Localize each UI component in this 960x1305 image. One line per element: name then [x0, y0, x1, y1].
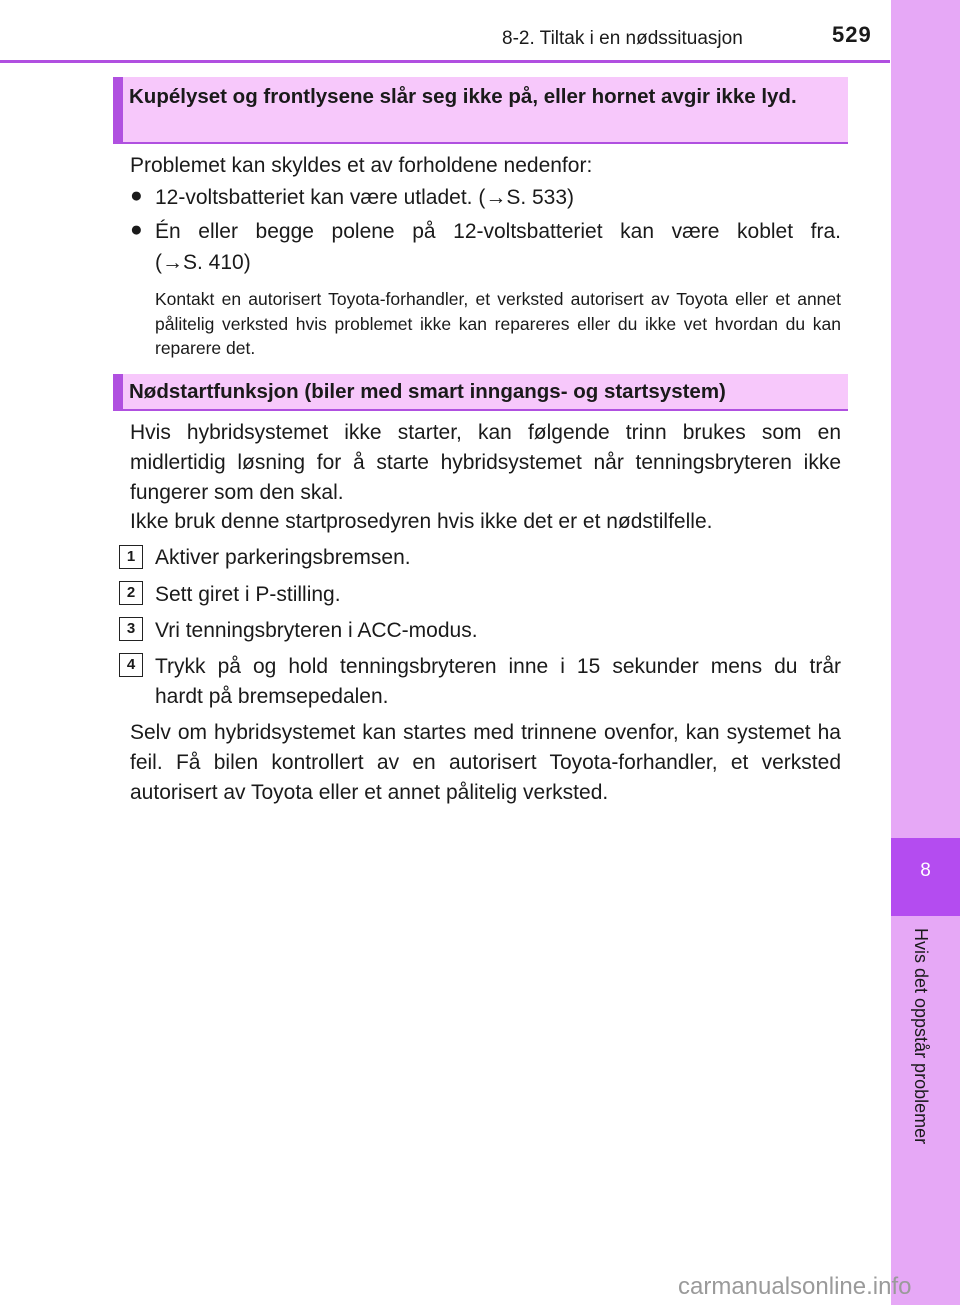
step-text-1: Aktiver parkeringsbremsen. [155, 546, 411, 569]
step-number-4: 4 [119, 653, 143, 677]
contact-note: Kontakt en autorisert Toyota-forhandler, et verksted autorisert av Toyota eller et annet pålitelig verksted hvis problemet ikke kan repareres eller du ikke vet hvordan du kan reparere det. [155, 289, 841, 358]
intro-paragraph: Problemet kan skyldes et av forholdene nedenfor: [130, 154, 593, 177]
emergency-outro: Selv om hybridsystemet kan startes med trinnene ovenfor, kan systemet ha feil. Få bilen kontrollert av en autorisert Toyota-forhandler, et verksted autorisert av Toyota eller et annet pålitelig verksted. [130, 721, 841, 804]
step-number-2: 2 [119, 581, 143, 605]
heading-emergency-start: Nødstartfunksjon (biler med smart inngangs- og startsystem) [129, 380, 726, 403]
heading-box-lights-horn [113, 77, 848, 144]
step-number-3: 3 [119, 617, 143, 641]
chapter-tab [891, 838, 960, 916]
section-title: 8-2. Tiltak i en nødssituasjon [502, 28, 743, 49]
bullet-text-battery-discharged: 12-voltsbatteriet kan være utladet. (→S. 533) [155, 186, 575, 209]
bullet-text-terminals-disconnected: Én eller begge polene på 12-voltsbatteriet kan være koblet fra. [155, 220, 841, 243]
step-text-3: Vri tenningsbryteren i ACC-modus. [155, 619, 478, 642]
step-text-2: Sett giret i P-stilling. [155, 583, 341, 606]
step-text-4-line2: hardt på bremsepedalen. [155, 685, 389, 708]
emergency-intro: Hvis hybridsystemet ikke starter, kan følgende trinn brukes som en midlertidig løsning for å starte hybridsystemet når tenningsbryteren ikke fungerer som den skal. [130, 421, 841, 504]
header-rule [0, 60, 890, 63]
heading-box-emergency-start [113, 374, 848, 411]
watermark: carmanualsonline.info [678, 1273, 912, 1300]
bullet-text-page-ref: (→S. 410) [155, 251, 251, 274]
step-text-4-line1: Trykk på og hold tenningsbryteren inne i 15 sekunder mens du trår [155, 655, 841, 678]
bullet-icon: ● [130, 184, 143, 207]
page-number: 529 [832, 22, 872, 47]
heading-lights-horn: Kupélyset og frontlysene slår seg ikke på, eller hornet avgir ikke lyd. [129, 85, 797, 108]
step-number-1: 1 [119, 545, 143, 569]
emergency-warning: Ikke bruk denne startprosedyren hvis ikke det er et nødstilfelle. [130, 510, 713, 533]
chapter-title: Hvis det oppstår problemer [911, 928, 931, 1145]
chapter-number: 8 [920, 860, 931, 881]
bullet-icon: ● [130, 218, 143, 241]
